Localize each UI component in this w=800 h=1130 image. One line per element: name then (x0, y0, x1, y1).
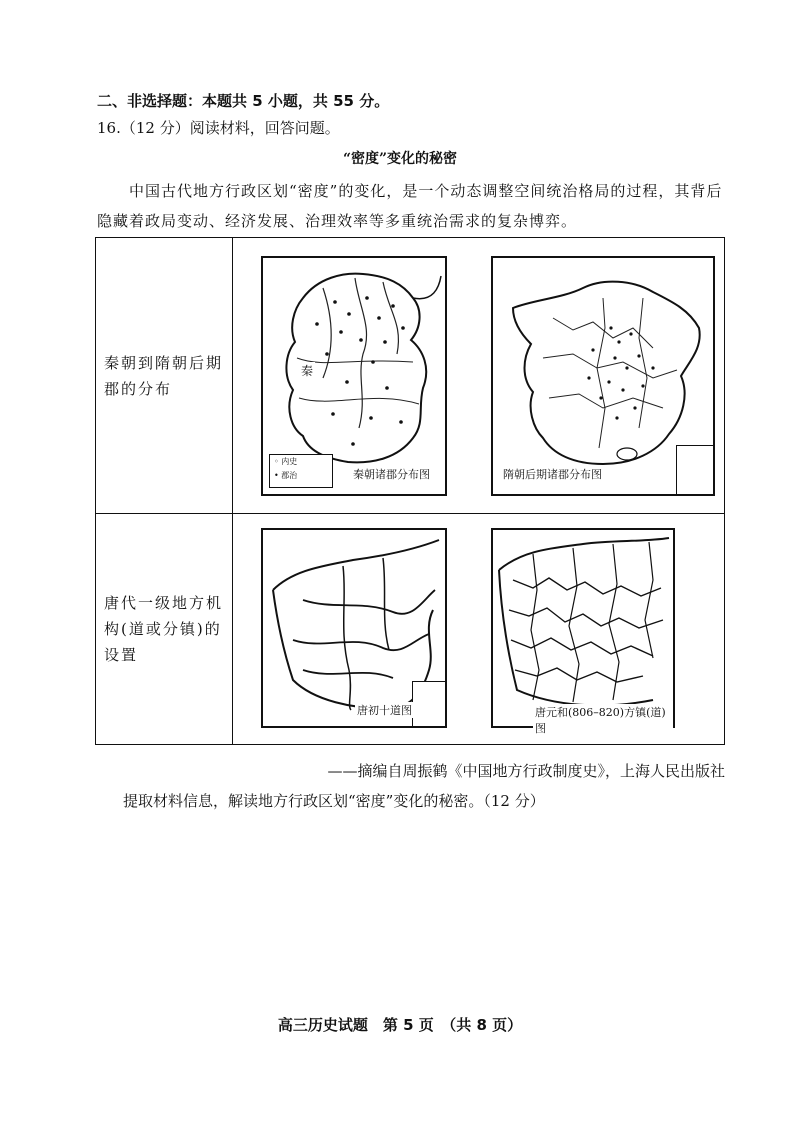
row-maps-tang (233, 514, 725, 745)
table-row (96, 514, 725, 745)
tang-early-map-caption: 唐初十道图 (357, 704, 412, 717)
row-maps-qin-sui (233, 238, 725, 514)
table-row (96, 238, 725, 514)
question-prompt: 提取材料信息，解读地方行政区划“密度”变化的秘密。（12 分） (123, 792, 545, 810)
section-heading: 二、非选择题：本题共 5 小题，共 55 分。 (97, 92, 390, 110)
material-paragraph: 中国古代地方行政区划“密度”的变化，是一个动态调整空间统治格局的过程，其背后隐藏着政局变动、经济发展、治理效率等多重统治需求的复杂博弈。 (97, 182, 723, 230)
row-label-tang: 唐代一级地方机构(道或分镇)的设置 (96, 514, 233, 745)
legend-item: ◦ 内史 (274, 457, 298, 466)
sui-map-inset (676, 445, 713, 494)
material-title: “密度”变化的秘密 (342, 151, 458, 167)
material-table (95, 237, 725, 745)
row-label-qin-sui: 秦朝到隋朝后期郡的分布 (96, 238, 233, 514)
sui-map-caption: 隋朝后期诸郡分布图 (503, 468, 602, 481)
legend-item: • 郡治 (274, 471, 298, 480)
qin-region-label: 秦 (301, 364, 314, 378)
tang-yuanhe-map (491, 528, 675, 735)
material-source: ——摘编自周振鹤《中国地方行政制度史》，上海人民出版社 (327, 762, 725, 780)
tang-early-inset (412, 681, 445, 726)
sui-commandery-map (491, 256, 715, 496)
question-number: 16.（12 分）阅读材料，回答问题。 (97, 119, 340, 137)
page-footer: 高三历史试题 第 5 页 （共 8 页） (277, 1016, 523, 1034)
legend-label-neishi: 内史 (281, 457, 298, 466)
qin-map-legend (269, 454, 333, 488)
qin-commandery-map (261, 256, 447, 496)
qin-map-caption: 秦朝诸郡分布图 (353, 468, 430, 481)
tang-yuanhe-drawing (493, 530, 673, 726)
tang-yuanhe-map-caption: 唐元和(806–820)方镇(道)图 (533, 704, 673, 736)
tang-ten-circuits-map (261, 528, 447, 728)
legend-label-junzhi: 郡治 (281, 471, 298, 480)
